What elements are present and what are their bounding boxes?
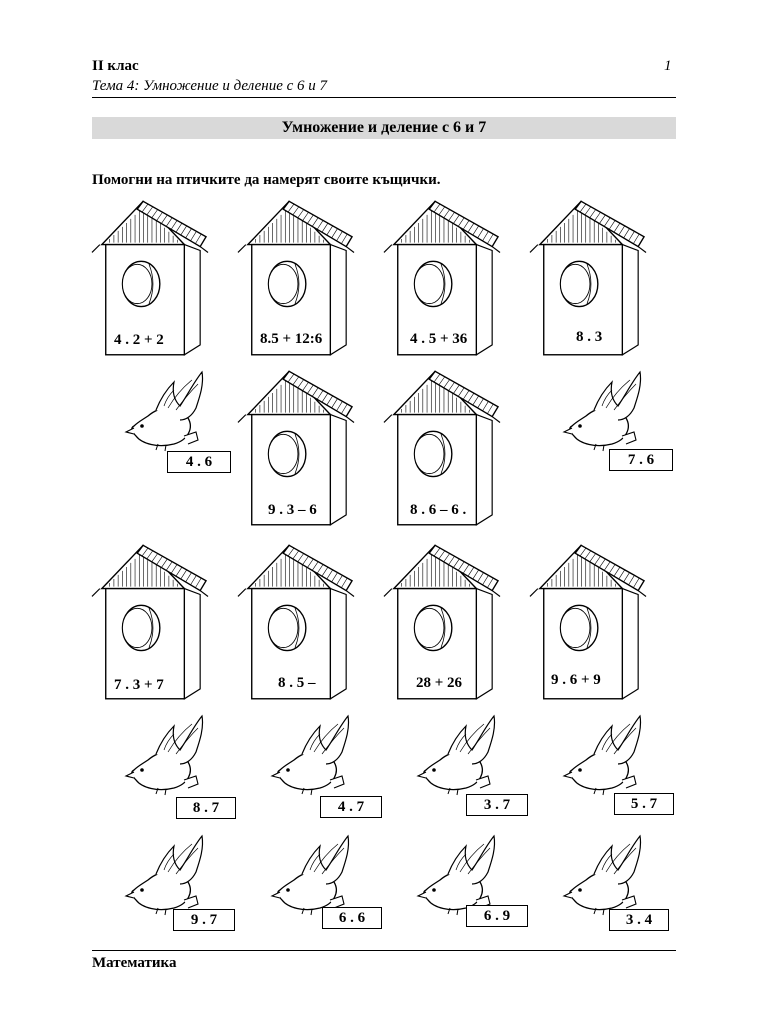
- topic-label: Тема 4: Умножение и деление с 6 и 7: [92, 78, 328, 94]
- bird-drawing: [122, 834, 212, 918]
- bird-drawing: [560, 714, 650, 798]
- house-expression: 7 . 3 + 7: [114, 677, 164, 693]
- bird-label-box: 8 . 7: [176, 797, 236, 819]
- house-expression: 8 . 3: [576, 329, 603, 345]
- bird-label-box: 6 . 6: [322, 907, 382, 929]
- bird-drawing: [560, 834, 650, 918]
- bird-label-box: 9 . 7: [173, 909, 235, 931]
- bird-label-box: 3 . 7: [466, 794, 528, 816]
- house-expression: 9 . 3 – 6: [268, 502, 317, 518]
- bird-label-box: 5 . 7: [614, 793, 674, 815]
- bird-drawing: [122, 370, 212, 454]
- page-number: 1: [664, 58, 672, 74]
- house-expression: 4 . 2 + 2: [114, 332, 164, 348]
- house-expression: 28 + 26: [416, 675, 463, 691]
- house-expression: 8.5 + 12:6: [260, 331, 323, 347]
- page-title: Умножение и деление с 6 и 7: [92, 117, 676, 139]
- task-instruction: Помогни на птичките да намерят своите къщички.: [92, 172, 441, 188]
- grade-label: II клас: [92, 58, 139, 74]
- bird-drawing: [414, 714, 504, 798]
- house-expression: 8 . 5 –: [278, 675, 316, 691]
- bird-drawing: [268, 714, 358, 798]
- bird-label-box: 4 . 6: [167, 451, 231, 473]
- bird-drawing: [122, 714, 212, 798]
- subject-label: Математика: [92, 955, 177, 971]
- bird-label-box: 4 . 7: [320, 796, 382, 818]
- bird-label-box: 3 . 4: [609, 909, 669, 931]
- bird-label-box: 7 . 6: [609, 449, 673, 471]
- house-expression: 9 . 6 + 9: [551, 672, 601, 688]
- bird-drawing: [560, 370, 650, 454]
- house-expression: 8 . 6 – 6 .: [410, 502, 467, 518]
- bird-label-box: 6 . 9: [466, 905, 528, 927]
- header-divider: [92, 97, 676, 98]
- house-expression: 4 . 5 + 36: [410, 331, 468, 347]
- bird-drawing: [268, 834, 358, 918]
- footer-divider: [92, 950, 676, 951]
